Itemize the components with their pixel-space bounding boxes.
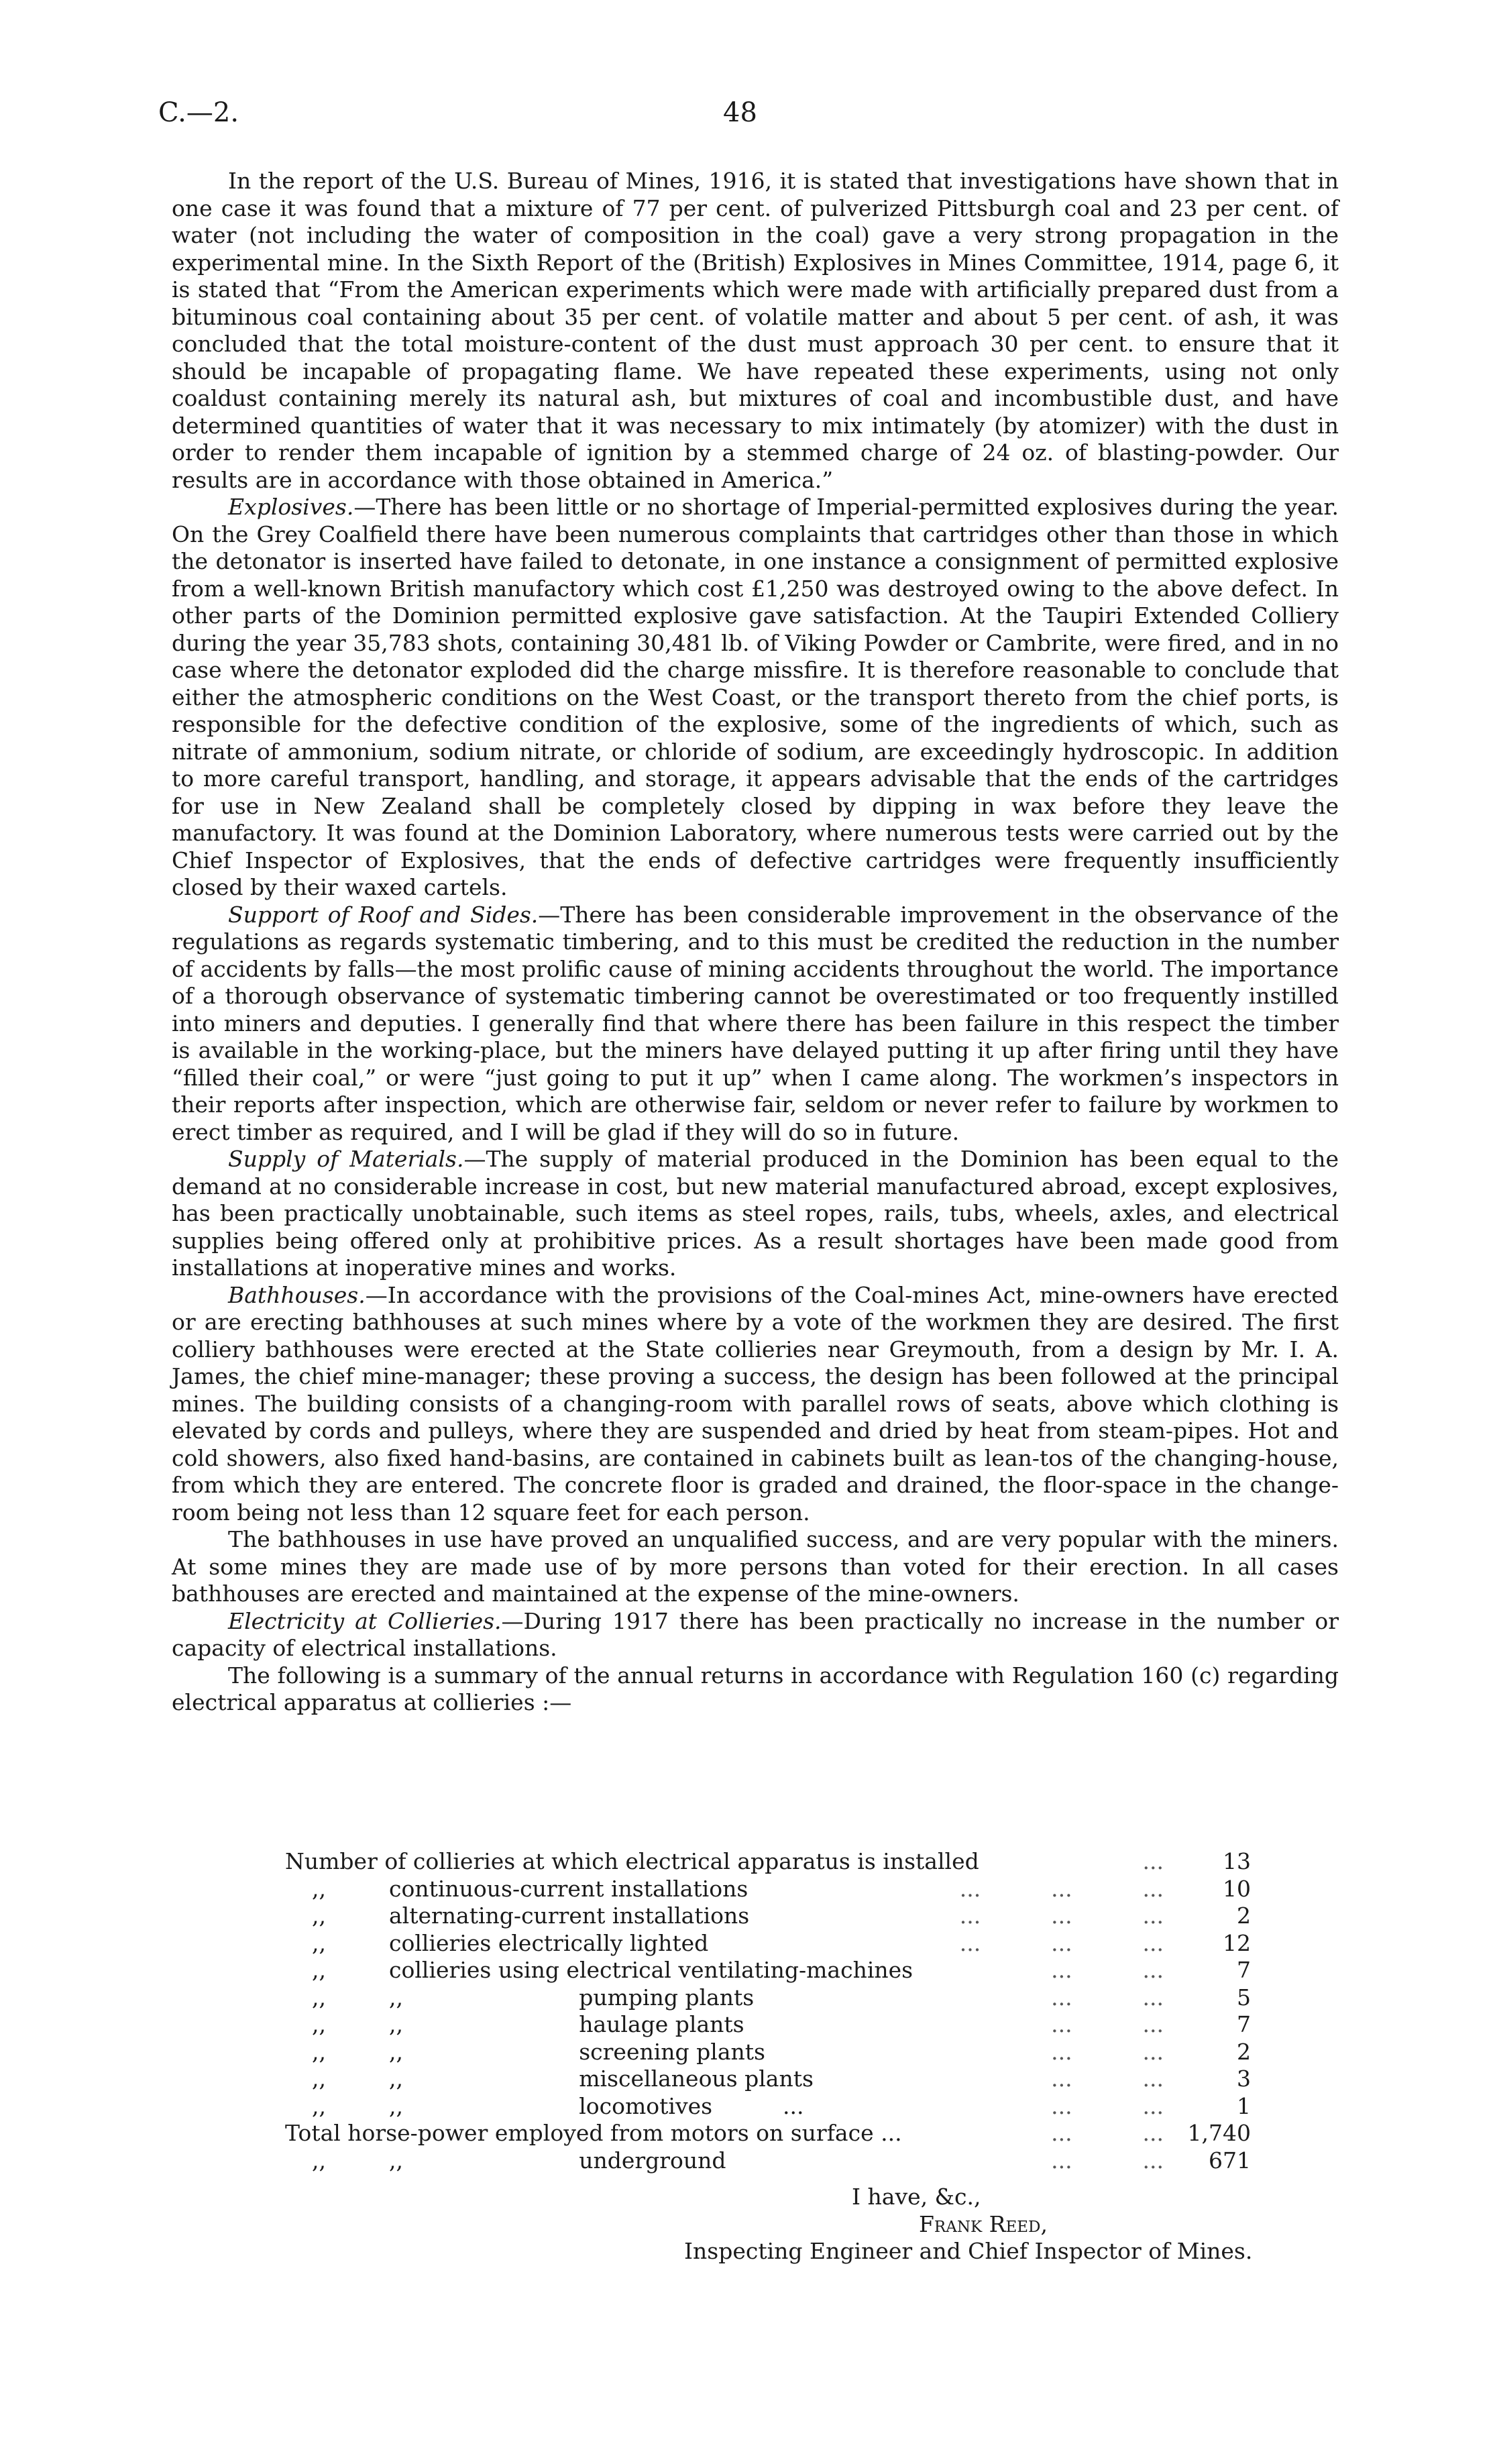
- row-sublabel: collieries electrically lighted: [389, 1929, 709, 1956]
- leader-dots: ... ...: [1051, 2120, 1164, 2146]
- table-row: [285, 1984, 1251, 2012]
- row-value: 7: [1237, 2011, 1251, 2037]
- document-reference: C.—2.: [158, 97, 239, 128]
- leader-dots: ... ...: [1051, 2011, 1164, 2037]
- table-row: [285, 1876, 1251, 1903]
- signatory-name: Frank Reed,: [919, 2210, 1048, 2237]
- row-label: Number of collieries at which electrical apparatus is installed: [285, 1848, 979, 1874]
- row-sublabel: continuous-current installations: [389, 1875, 748, 1902]
- row-label: ,,: [312, 1903, 326, 1929]
- row-sublabel: collieries using electrical ventilating-machines: [389, 1957, 913, 1983]
- paragraph-support-of-roof: Support of Roof and Sides.—There has been considerable improvement in the observance of the regulations as regards systematic timbering, and to this must be credited the reduction in the number of accidents by falls—the most prolific cause of mining accidents throughout the world. The importance of a thorough observance of systematic timbering cannot be overestimated or too frequently instilled into miners and deputies. I generally find that where there has been failure in this respect the timber is available in the working-place, but the miners have delayed putting it up after firing until they have “filled their coal,” or were “just going to put it up” when I came along. The workmen’s inspectors in their reports after inspection, which are otherwise fair, seldom or never refer to failure by workmen to erect timber as required, and I will be glad if they will do so in future.: [172, 901, 1339, 1145]
- row-value: 7: [1237, 1957, 1251, 1983]
- row-label: ,,: [312, 2147, 326, 2174]
- section-heading: Supply of Materials.: [228, 1146, 464, 1172]
- section-heading: Bathhouses.: [228, 1281, 366, 1308]
- table-row: [285, 1957, 1251, 1984]
- row-value: 5: [1237, 1984, 1251, 2011]
- table-row: [285, 1903, 1251, 1930]
- closing: I have, &c.,: [852, 2184, 981, 2210]
- row-sublabel: ,, screening plants: [389, 2038, 765, 2065]
- row-value: 2: [1237, 1903, 1251, 1929]
- row-label: ,,: [312, 2011, 326, 2037]
- row-label: ,,: [312, 1984, 326, 2011]
- leader-dots: ...: [1142, 1848, 1164, 1874]
- section-heading: Explosives.: [228, 494, 354, 520]
- table-row: [285, 2011, 1251, 2039]
- section-heading: Support of Roof and Sides.: [228, 901, 539, 928]
- row-value: 671: [1209, 2147, 1251, 2174]
- row-label: ,,: [312, 1929, 326, 1956]
- table-row: [285, 2066, 1251, 2093]
- row-value: 1: [1237, 2092, 1251, 2119]
- table-row: [285, 1930, 1251, 1958]
- signature-block: [684, 2184, 1355, 2265]
- row-value: 1,740: [1187, 2120, 1251, 2146]
- table-row: [285, 1848, 1251, 1876]
- paragraph-summary-intro: The following is a summary of the annual returns in accordance with Regulation 160 (c) regarding electrical apparatus at collieries :—: [172, 1662, 1339, 1715]
- leader-dots: ... ... ...: [959, 1929, 1164, 1956]
- section-heading: Electricity at Collieries.: [228, 1607, 502, 1634]
- table-row: [285, 2039, 1251, 2066]
- body-text: [172, 168, 1339, 1717]
- row-label: ,,: [312, 2038, 326, 2065]
- leader-dots: ... ...: [1051, 2147, 1164, 2174]
- leader-dots: ... ...: [1051, 1957, 1164, 1983]
- leader-dots: ... ... ...: [959, 1903, 1164, 1929]
- row-sublabel: ,, haulage plants: [389, 2011, 744, 2037]
- row-sublabel: alternating-current installations: [389, 1903, 750, 1929]
- row-sublabel: ,, pumping plants: [389, 1984, 755, 2011]
- row-value: 10: [1223, 1875, 1251, 1902]
- row-value: 13: [1223, 1848, 1251, 1874]
- row-label: ,,: [312, 1957, 326, 1983]
- paragraph-bathhouses: Bathhouses.—In accordance with the provisions of the Coal-mines Act, mine-owners have erected or are erecting bathhouses at such mines where by a vote of the workmen they are desired. The first colliery bathhouses were erected at the State collieries near Greymouth, from a design by Mr. I. A. James, the chief mine-manager; these proving a success, the design has been followed at the principal mines. The building consists of a changing-room with parallel rows of seats, above which clothing is elevated by cords and pulleys, where they are suspended and dried by heat from steam-pipes. Hot and cold showers, also fixed hand-basins, are contained in cabinets built as lean-tos of the changing-house, from which they are entered. The concrete floor is graded and drained, the floor-space in the change-room being not less than 12 square feet for each person.: [172, 1281, 1339, 1525]
- paragraph-electricity: Electricity at Collieries.—During 1917 there has been practically no increase in the number or capacity of electrical installations.: [172, 1607, 1339, 1661]
- row-label: Total horse-power employed from motors on surface ...: [285, 2120, 902, 2146]
- electrical-summary-table: [285, 1848, 1251, 2174]
- table-row: [285, 2147, 1251, 2175]
- paragraph-supply-of-materials: Supply of Materials.—The supply of material produced in the Dominion has been equal to the demand at no considerable increase in cost, but new material manufactured abroad, except explosives, has been practically unobtainable, such items as steel ropes, rails, tubs, wheels, axles, and electrical supplies being offered only at prohibitive prices. As a result shortages have been made good from installations at inoperative mines and works.: [172, 1146, 1339, 1281]
- row-value: 12: [1223, 1929, 1251, 1956]
- row-label: ,,: [312, 1875, 326, 1902]
- leader-dots: ... ...: [1051, 2092, 1164, 2119]
- page-number: 48: [723, 97, 757, 128]
- paragraph-explosives: Explosives.—There has been little or no shortage of Imperial-permitted explosives during the year. On the Grey Coalfield there have been numerous complaints that cartridges other than those in which the detonator is inserted have failed to detonate, in one instance a consignment of permitted explosive from a well-known British manufactory which cost £1,250 was destroyed owing to the above defect. In other parts of the Dominion permitted explosive gave satisfaction. At the Taupiri Extended Colliery during the year 35,783 shots, containing 30,481 lb. of Viking Powder or Cambrite, were fired, and in no case where the detonator exploded did the charge missfire. It is therefore reasonable to conclude that either the atmospheric conditions on the West Coast, or the transport thereto from the chief ports, is responsible for the defective condition of the explosive, some of the ingredients of which, such as nitrate of ammonium, sodium nitrate, or chloride of sodium, are exceedingly hydroscopic. In addition to more careful transport, handling, and storage, it appears advisable that the ends of the cartridges for use in New Zealand shall be completely closed by dipping in wax before they leave the manufactory. It was found at the Dominion Laboratory, where numerous tests were carried out by the Chief Inspector of Explosives, that the ends of defective cartridges were frequently insufficiently closed by their waxed cartels.: [172, 494, 1339, 900]
- paragraph-bureau-of-mines: In the report of the U.S. Bureau of Mines, 1916, it is stated that investigations have shown that in one case it was found that a mixture of 77 per cent. of pulverized Pittsburgh coal and 23 per cent. of water (not including the water of composition in the coal) gave a very strong propagation in the experimental mine. In the Sixth Report of the (British) Explosives in Mines Committee, 1914, page 6, it is stated that “From the American experiments which were made with artificially prepared dust from a bituminous coal containing about 35 per cent. of volatile matter and about 5 per cent. of ash, it was concluded that the total moisture-content of the dust must approach 30 per cent. to ensure that it should be incapable of propagating flame. We have repeated these experiments, using not only coaldust containing merely its natural ash, but mixtures of coal and incombustible dust, and have determined quantities of water that it was necessary to mix intimately (by atomizer) with the dust in order to render them incapable of ignition by a stemmed charge of 24 oz. of blasting-powder. Our results are in accordance with those obtained in America.”: [172, 168, 1339, 493]
- leader-dots: ... ...: [1051, 2038, 1164, 2065]
- leader-dots: ... ...: [1051, 2066, 1164, 2092]
- row-sublabel: ,, locomotives ...: [389, 2092, 804, 2119]
- row-sublabel: ,, miscellaneous plants: [389, 2066, 814, 2092]
- row-value: 2: [1237, 2038, 1251, 2065]
- leader-dots: ... ... ...: [959, 1875, 1164, 1902]
- table-row: [285, 2120, 1251, 2147]
- row-value: 3: [1237, 2066, 1251, 2092]
- row-label: ,,: [312, 2066, 326, 2092]
- paragraph-bathhouses-success: The bathhouses in use have proved an unqualified success, and are very popular with the miners. At some mines they are made use of by more persons than voted for their erection. In all cases bathhouses are erected and maintained at the expense of the mine-owners.: [172, 1526, 1339, 1607]
- row-label: ,,: [312, 2092, 326, 2119]
- table-row: [285, 2093, 1251, 2121]
- leader-dots: ... ...: [1051, 1984, 1164, 2011]
- signatory-title: Inspecting Engineer and Chief Inspector of Mines.: [684, 2238, 1253, 2264]
- row-sublabel: ,, underground: [389, 2147, 726, 2174]
